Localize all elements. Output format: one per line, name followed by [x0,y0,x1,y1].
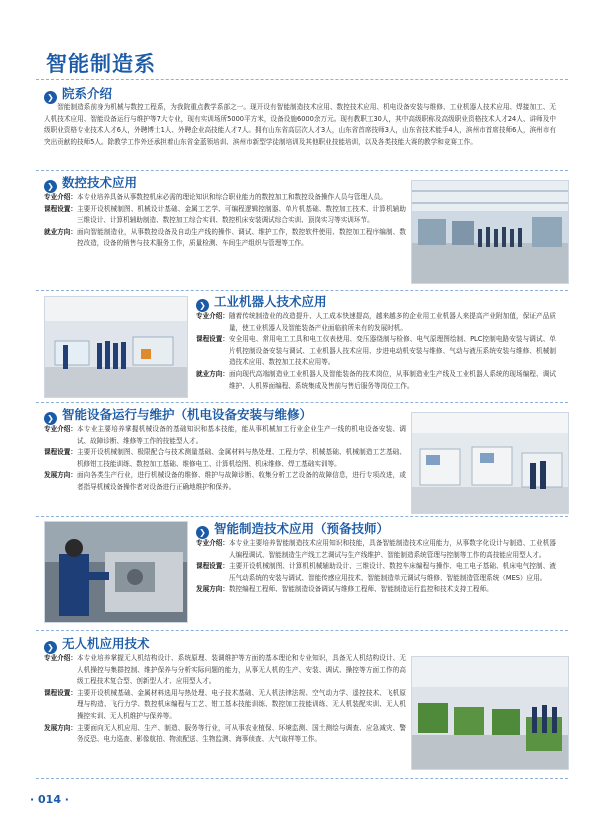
row-intro [44,424,406,447]
row-text: 本专业培养掌握无人机结构设计、系统原理、装调维护等方面的基本理论和专业知识，具备无人机结构设计、无人机操控与集群控制、维护保养与分析实际问题的能力，从事无人机的生产、安装、调试、操控等方面工作的高级工程技术复合型、创新型人才、应用型人才。 [76,654,406,686]
row-label: 专业介绍： [44,425,77,433]
section-heading-intelligent [196,521,389,539]
row-label: 专业介绍： [196,539,229,547]
section-heading-text: 智能制造技术应用（预备技师） [214,521,390,536]
chevron-right-icon: ❯ [44,641,57,654]
row-text: 主要面向无人机应用、生产、制造、服务等行业，可从事农业植保、环境监测、国土测绘与调查、应急减灾、警务反恐、电力巡查、影像航拍、物流配送、生物监测、海事侦查、大气取样等工作。 [76,723,406,744]
section-body-drone [44,653,406,746]
section-body-equipment [44,424,406,494]
chevron-right-icon: ❯ [196,299,209,312]
page-number: · 014 · [30,793,69,806]
row-text: 本专业培养具备从事数控机床必需的理论知识和综合职业能力的数控加工和数控设备操作人员与管理人员。 [76,193,387,201]
row-label: 专业介绍： [196,312,229,320]
page-title: 智能制造系 [46,52,156,76]
row-text: 主要开设机械制图、机械设计基础、金属工艺学、可编程逻辑控制器、单片机基础、数控加工技术、计算机辅助三维设计、计算机辅助制造、数控加工综合实训、数控机床安装调试综合实训、顶岗实习等实训环节。 [76,204,406,225]
row-label: 专业介绍： [44,654,77,662]
row-courses [44,688,406,723]
row-text: 本专业主要培养掌握机械设备的基础知识和基本技能，能从事机械加工行业企业生产一线的机电设备安装、调试、故障诊断、维修等工作的技能型人才。 [76,425,406,445]
row-label: 课程设置： [44,448,77,457]
row-courses [44,447,406,470]
row-label: 发展方向： [196,585,229,594]
equipment-lab-photo-icon [412,413,568,513]
section-body-intelligent [196,538,556,596]
section-heading-drone [44,636,150,654]
drone-workshop-photo-icon [412,657,568,769]
row-text: 面向智能制造业，从事数控设备及自动生产线的操作、调试、维护工作，数控软件使用、数控加工程序编制、数控改造，设备的销售与技术服务工作，质量检测、车间生产组织与管理等工作。 [76,227,406,248]
robot-lab-photo-icon [45,297,187,397]
row-text: 主要开设机械制图、计算机机械辅助设计、三维设计、数控车床编程与操作、电工电子基础、机床电气控制、液压气动系统的安装与调试、智能传感应用技术、智能制造单元调试与维修、智能制造管理系统（MES）应用。 [228,562,556,582]
row-text: 主要开设机械基础、金属材料选用与热处理、电子技术基础、无人机法律法规、空气动力学、遥控技术、飞机原理与构造、飞行力学、数控机床编程与工艺、钳工基本技能训练、数控加工技能训练、无人机装配实训、无人机操控实训、无人机维护与保养等。 [76,688,406,720]
equipment-lab-photo [411,412,569,514]
row-career [44,227,406,250]
row-label: 就业方向： [196,369,229,378]
row-label: 发展方向： [44,471,77,480]
row-label: 专业介绍： [44,193,77,201]
row-career [44,723,406,746]
row-text: 安全用电、常用电工工具和电工仪表使用、变压器绕制与检修、电气原理图绘制、PLC控制电路安装与调试、单片机控制设备安装与调试、工业机器人技术应用、步进电动机安装与维修、气动与液压系统安装与维修、机械制造技术应用、数控加工技术应用等。 [228,335,556,367]
section-heading-text: 工业机器人技术应用 [214,294,327,309]
row-text: 主要开设机械制图、极限配合与技术测量基础、金属材料与热处理、工程力学、机械基础、机械制造工艺基础、机修钳工技能训练、数控加工基础、维修电工、计算机绘图、机床维修、焊工基础实训等。 [76,448,406,468]
section-body-cnc [44,192,406,250]
intro-heading-text: 院系介绍 [62,86,113,101]
row-label: 课程设置： [44,204,77,213]
robot-lab-photo [44,296,188,398]
section-heading-text: 智能设备运行与维护（机电设备安装与维修） [62,407,313,422]
machining-photo-icon [45,522,187,622]
row-career [196,369,556,392]
row-label: 课程设置： [196,562,229,571]
machining-photo [44,521,188,623]
section-heading-text: 无人机应用技术 [62,636,150,651]
row-intro [44,653,406,688]
section-divider [36,402,568,403]
row-courses [196,334,556,369]
section-heading-robot [196,294,327,312]
section-heading-text: 数控技术应用 [62,175,138,190]
row-text: 面向现代高端制造业工业机器人及智能装备的技术岗位，从事制造业生产线及工业机器人系统的现场编程、调试维护、人机界面编程、系统集成及售前与售后服务等岗位工作。 [228,369,556,390]
section-body-robot [196,311,556,392]
section-divider [36,516,568,517]
row-label: 课程设置： [44,688,77,697]
row-intro [44,192,406,204]
chevron-right-icon: ❯ [44,91,57,104]
section-heading-cnc [44,175,137,193]
intro-text: 智能制造系前身为机械与数控工程系，为我院重点教学系部之一。现开设有智能制造技术应用、数控技术应用、机电设备安装与维修、工业机器人技术应用、焊接加工、无人机技术应用、智能设备运行与维护等7大专业，现有实训场所5000平方米，设备设施6000余万元。现有教职工30人，其中高级职称及高级职业资格技术人才24人、讲师及中级职业资格专业技术人才6人，外聘博士1人、外聘企业高技能人才7人。拥有山东省高层次人才3人，山东省首席技师3人，山东省技术能手4人，滨州市首席技师6人，滨州市有突出贡献的技师5人。除教学工作外还承担着山东省金蓝领培训、滨州市新型学徒制培训及其他职业技能培训，以及各类技能大赛的教学和竞赛工作。 [44,103,556,146]
row-label: 就业方向： [44,227,77,236]
chevron-right-icon: ❯ [44,412,57,425]
row-courses [44,204,406,227]
row-text: 数控编程工程师、智能制造设备调试与维修工程师、智能制造运行监控和技术支持工程师。 [228,585,493,594]
row-courses [196,561,556,584]
drone-workshop-photo [411,656,569,770]
row-label: 课程设置： [196,335,229,344]
row-career [196,584,556,596]
row-label: 发展方向： [44,723,77,732]
section-divider [36,170,568,171]
row-intro [196,538,556,561]
section-heading-equipment [44,407,312,425]
row-intro [196,311,556,334]
row-text: 随着传统制造业的改造提升、人工成本快速提高，越来越多的企业用工业机器人来提高产业附加值，保证产品质量，使工业机器人及智能装备产业面临前所未有的发展时机。 [228,312,556,332]
title-divider [36,79,568,80]
row-text: 本专业主要培养智能制造技术应用知识和技能，具备智能制造技术应用能力，从事数字化设计与制造、工业机器人编程调试、智能制造生产线工艺调试与生产线维护、智能制造系统管理与控制等工作的高技能应用型人才。 [228,539,556,559]
row-career [44,470,406,493]
chevron-right-icon: ❯ [44,180,57,193]
section-divider [36,630,568,631]
workshop-photo [411,180,569,284]
section-divider [36,290,568,291]
section-divider [36,778,568,779]
chevron-right-icon: ❯ [196,526,209,539]
row-text: 面向各类生产行业，进行机械设备的维修、维护与故障诊断、收集分析工艺设备的故障信息，进行专项改进，或者指导机械设备操作者对设备进行正确地维护和保养。 [76,471,406,491]
workshop-photo-icon [412,181,568,283]
